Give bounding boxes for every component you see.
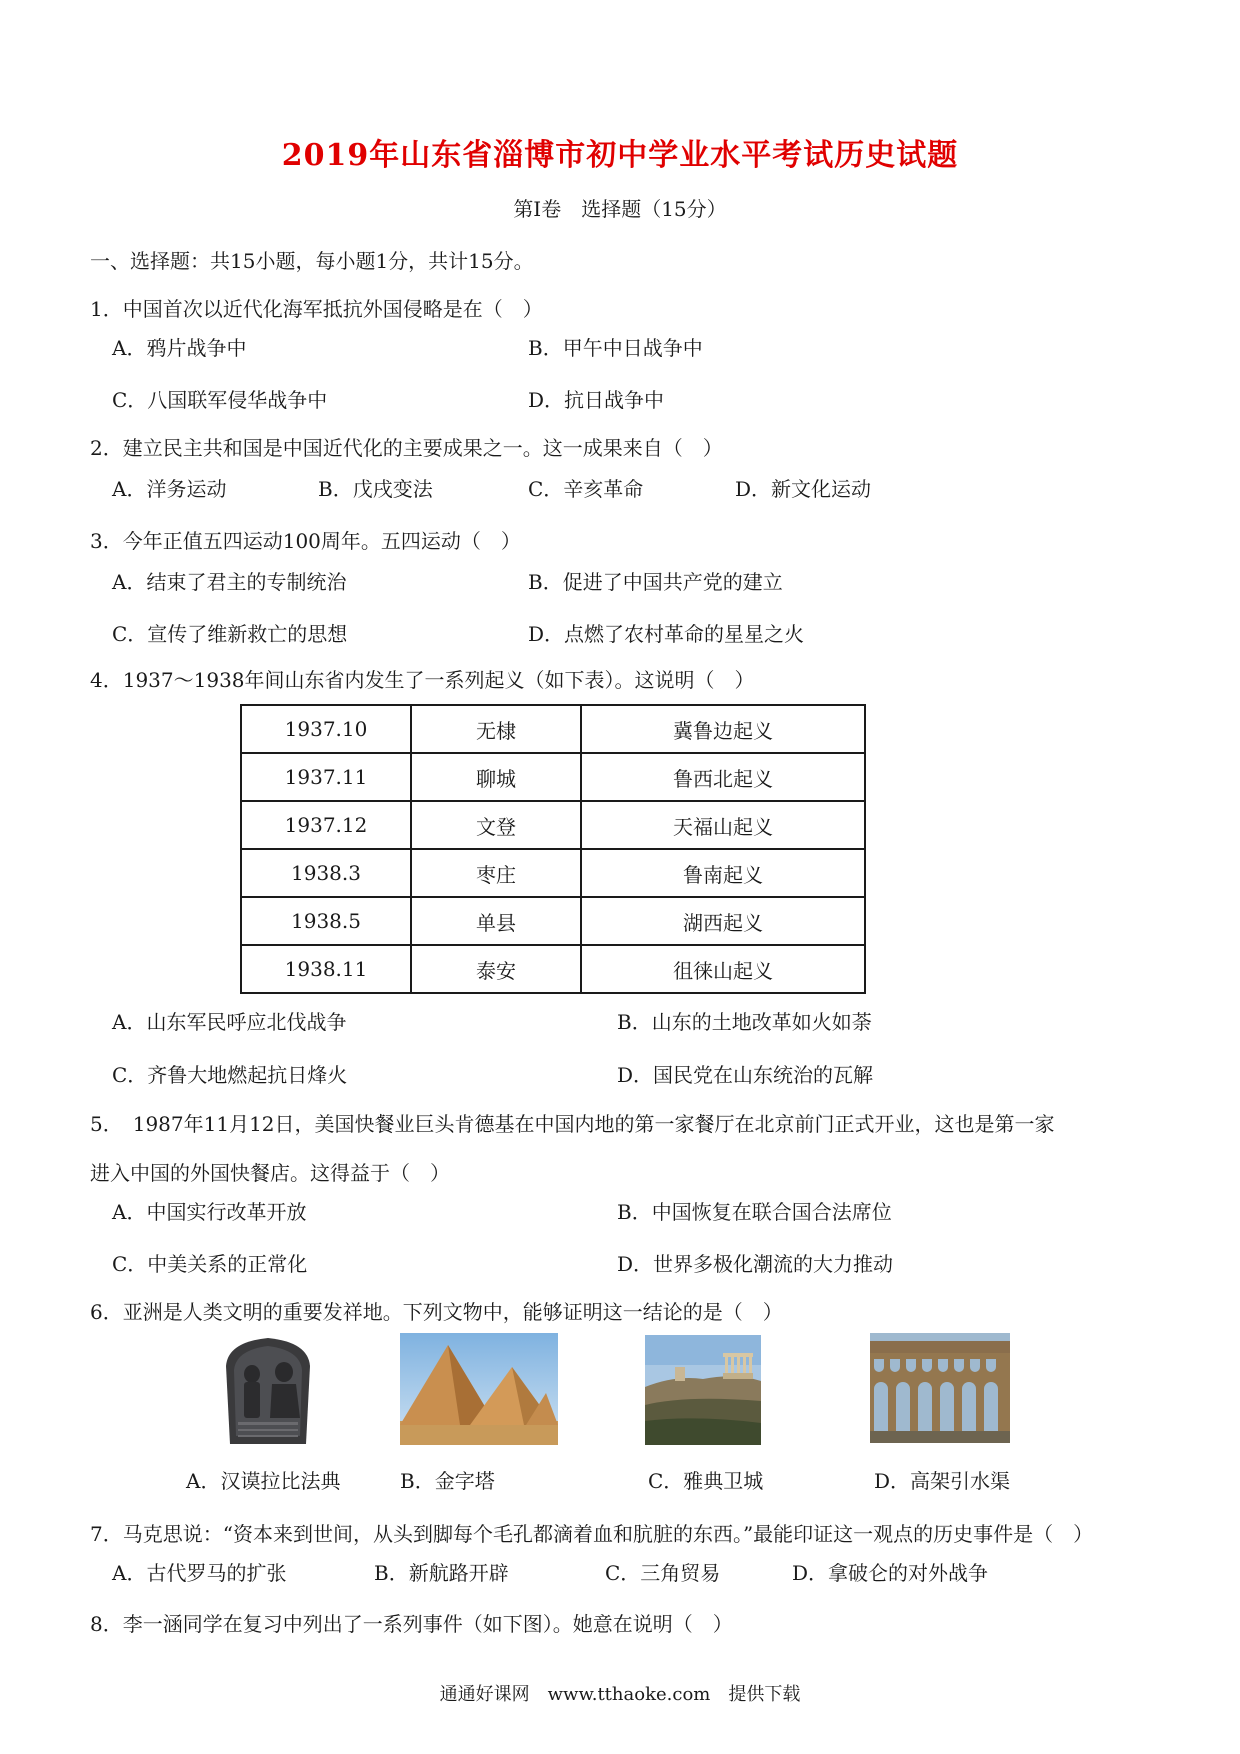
q5-option-c: C．中美关系的正常化 [112,1252,308,1276]
aqueduct-image [870,1333,1010,1443]
table-cell-event: 冀鲁边起义 [581,705,865,753]
table-cell-place: 泰安 [411,945,581,993]
instructions: 一、选择题：共15小题，每小题1分，共计15分。 [90,249,534,273]
q3-option-a: A．结束了君主的专制统治 [112,570,347,594]
table-cell-date: 1937.10 [241,705,411,753]
table-cell-place: 聊城 [411,753,581,801]
q3-option-c: C．宣传了维新救亡的思想 [112,622,348,646]
q7-option-a: A．古代罗马的扩张 [112,1561,287,1585]
q6-option-a: A．汉谟拉比法典 [186,1469,341,1493]
q7-option-c: C．三角贸易 [605,1561,721,1585]
table-cell-place: 枣庄 [411,849,581,897]
table-cell-date: 1938.5 [241,897,411,945]
question-8-stem: 8．李一涵同学在复习中列出了一系列事件（如下图）。她意在说明（ ） [90,1612,733,1636]
q6-option-d: D．高架引水渠 [874,1469,1011,1493]
table-cell-event: 天福山起义 [581,801,865,849]
q4-option-c: C．齐鲁大地燃起抗日烽火 [112,1063,348,1087]
table-row [241,945,865,993]
q5-option-d: D．世界多极化潮流的大力推动 [617,1252,894,1276]
q3-option-b: B．促进了中国共产党的建立 [528,570,783,594]
q6-option-c: C．雅典卫城 [648,1469,764,1493]
q1-option-d: D．抗日战争中 [528,388,665,412]
pyramids-image [400,1333,558,1445]
question-4-stem: 4．1937～1938年间山东省内发生了一系列起义（如下表）。这说明（ ） [90,668,755,692]
table-row [241,753,865,801]
q2-option-a: A．洋务运动 [112,477,227,501]
table-cell-place: 文登 [411,801,581,849]
uprisings-table [240,704,866,994]
q5-option-b: B．中国恢复在联合国合法席位 [617,1200,892,1224]
table-row [241,849,865,897]
table-cell-place: 单县 [411,897,581,945]
q1-option-b: B．甲午中日战争中 [528,336,703,360]
q1-option-c: C．八国联军侵华战争中 [112,388,328,412]
q5-option-a: A．中国实行改革开放 [112,1200,307,1224]
table-cell-date: 1938.3 [241,849,411,897]
q6-option-b: B．金字塔 [400,1469,495,1493]
q7-option-b: B．新航路开辟 [374,1561,509,1585]
question-3-stem: 3．今年正值五四运动100周年。五四运动（ ） [90,529,521,553]
question-2-stem: 2．建立民主共和国是中国近代化的主要成果之一。这一成果来自（ ） [90,436,723,460]
table-cell-event: 鲁南起义 [581,849,865,897]
q4-option-b: B．山东的土地改革如火如荼 [617,1010,872,1034]
q7-option-d: D．拿破仑的对外战争 [792,1561,989,1585]
acropolis-image [645,1335,761,1445]
question-1-stem: 1．中国首次以近代化海军抵抗外国侵略是在（ ） [90,297,543,321]
table-cell-place: 无棣 [411,705,581,753]
q2-option-b: B．戊戌变法 [318,477,433,501]
q2-option-d: D．新文化运动 [735,477,872,501]
q4-option-d: D．国民党在山东统治的瓦解 [617,1063,874,1087]
table-cell-date: 1938.11 [241,945,411,993]
page-footer: 通通好课网 www.tthaoke.com 提供下载 [439,1684,801,1705]
table-cell-date: 1937.11 [241,753,411,801]
question-6-stem: 6．亚洲是人类文明的重要发祥地。下列文物中，能够证明这一结论的是（ ） [90,1300,783,1324]
q2-option-c: C．辛亥革命 [528,477,644,501]
table-row [241,897,865,945]
question-7-stem: 7．马克思说：“资本来到世间，从头到脚每个毛孔都滴着血和肮脏的东西。”最能印证这一观点的历史事件是（ ） [90,1522,1094,1546]
q4-option-a: A．山东军民呼应北伐战争 [112,1010,347,1034]
q1-option-a: A．鸦片战争中 [112,336,247,360]
table-cell-event: 鲁西北起义 [581,753,865,801]
page-title: 2019年山东省淄博市初中学业水平考试历史试题 [281,138,959,173]
section-heading: 第Ⅰ卷 选择题（15分） [513,197,727,221]
table-cell-event: 湖西起义 [581,897,865,945]
q3-option-d: D．点燃了农村革命的星星之火 [528,622,805,646]
table-cell-event: 徂徕山起义 [581,945,865,993]
question-5-stem-line2: 进入中国的外国快餐店。这得益于（ ） [90,1161,450,1185]
table-row [241,705,865,753]
table-row [241,801,865,849]
question-5-stem-line1: 5． 1987年11月12日，美国快餐业巨头肯德基在中国内地的第一家餐厅在北京前门正式开业，这也是第一家 [90,1112,1055,1136]
table-cell-date: 1937.12 [241,801,411,849]
hammurabi-code-image [216,1336,320,1446]
